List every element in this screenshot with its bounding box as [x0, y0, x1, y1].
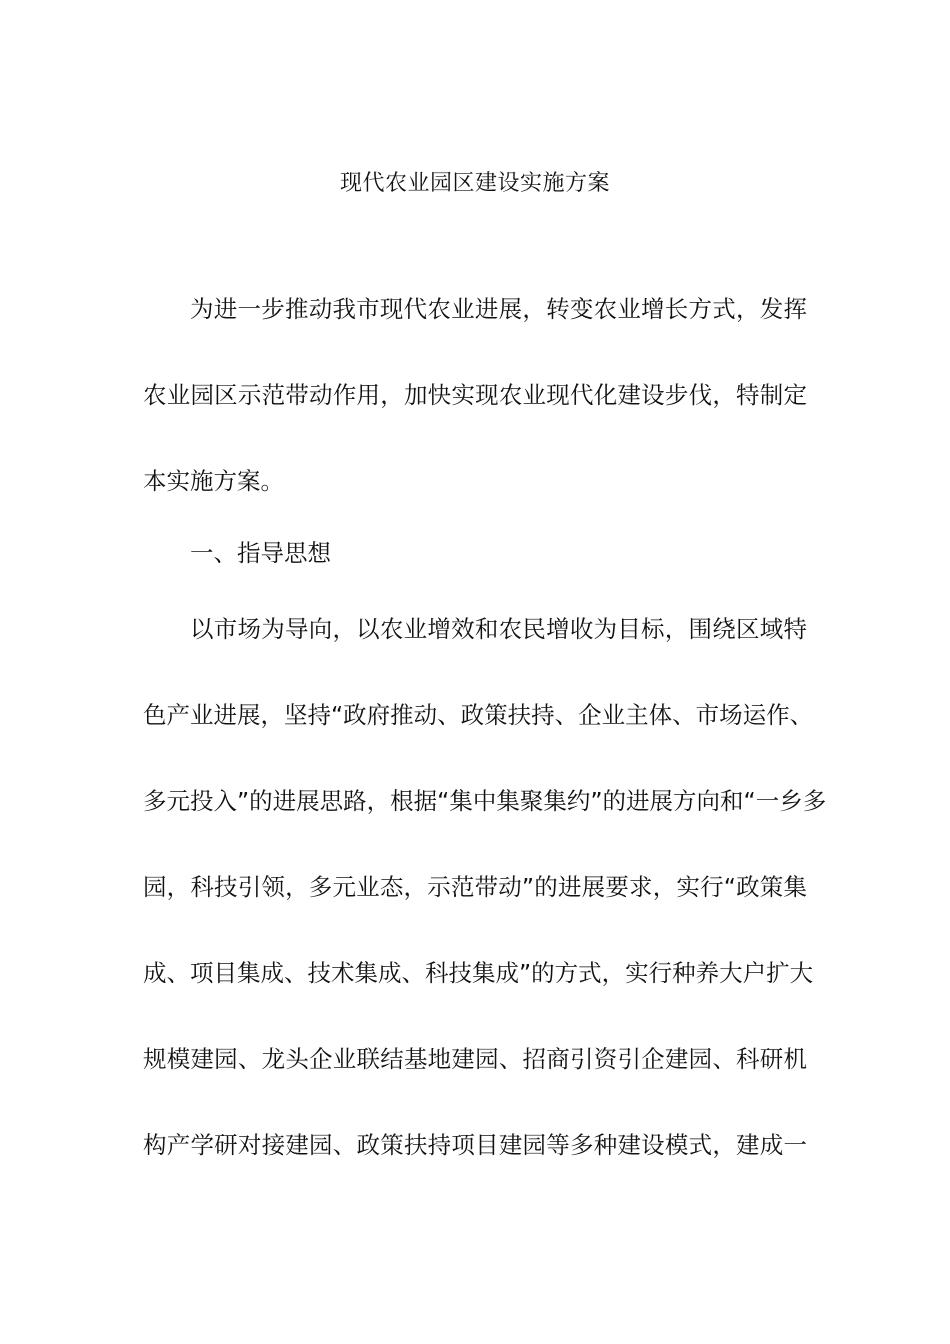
section-1-line-7: 构产学研对接建园、政策扶持项目建园等多种建设模式，建成一 [143, 1131, 807, 1159]
section-1-line-3: 多元投入”的进展思路，根据“集中集聚集约”的进展方向和“一乡多 [143, 787, 827, 815]
section-1-line-4: 园，科技引领，多元业态，示范带动”的进展要求，实行“政策集 [143, 873, 807, 901]
intro-line-2: 农业园区示范带动作用，加快实现农业现代化建设步伐，特制定 [143, 381, 807, 409]
intro-line-3: 本实施方案。 [143, 467, 284, 495]
section-1-line-2: 色产业进展，坚持“政府推动、政策扶持、企业主体、市场运作、 [143, 701, 814, 729]
section-1-heading: 一、指导思想 [190, 539, 331, 567]
section-1-line-1: 以市场为导向，以农业增效和农民增收为目标，围绕区域特 [190, 615, 807, 643]
section-1-line-6: 规模建园、龙头企业联结基地建园、招商引资引企建园、科研机 [143, 1045, 807, 1073]
document-title: 现代农业园区建设实施方案 [339, 171, 610, 196]
intro-line-1: 为进一步推动我市现代农业进展，转变农业增长方式，发挥 [190, 295, 807, 323]
section-1-line-5: 成、项目集成、技术集成、科技集成”的方式，实行种养大户扩大 [143, 959, 814, 987]
